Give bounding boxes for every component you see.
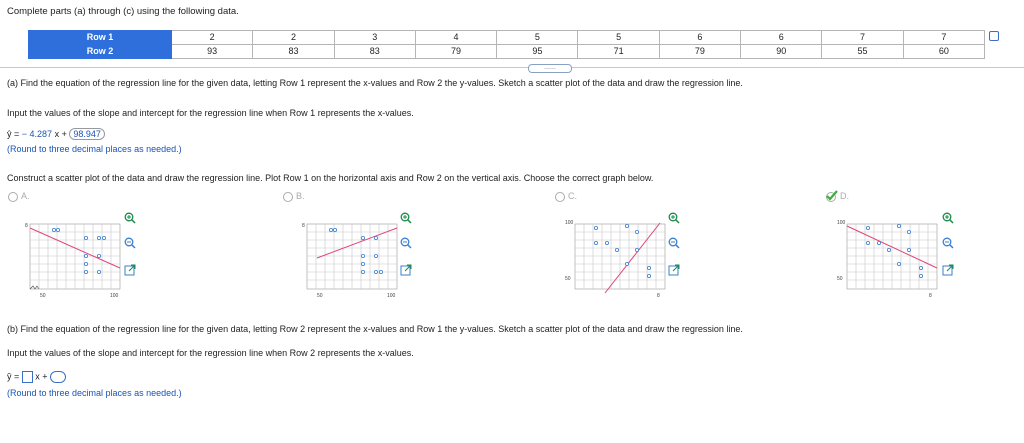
table-row-2 <box>29 45 985 59</box>
y-max-label: 8 <box>302 223 305 229</box>
data-point <box>361 254 364 257</box>
option-b-radio[interactable] <box>283 192 293 202</box>
data-point <box>379 270 382 273</box>
y-max-label: 8 <box>25 223 28 229</box>
yhat-label: ŷ = <box>7 129 20 139</box>
divider <box>0 67 1024 68</box>
graph-b <box>297 218 402 300</box>
graph-a <box>20 218 125 300</box>
table-cell: 5 <box>578 31 659 45</box>
zoom-out-icon[interactable] <box>668 237 680 249</box>
part-a-round-note: (Round to three decimal places as needed.) <box>7 144 182 154</box>
table-cell: 5 <box>497 31 578 45</box>
x-max-label: 100 <box>110 293 119 299</box>
data-point <box>84 254 87 257</box>
data-point <box>625 262 628 265</box>
table-cell: 90 <box>741 45 822 59</box>
intercept-input[interactable] <box>50 371 66 383</box>
data-point <box>84 236 87 239</box>
table-cell: 95 <box>497 45 578 59</box>
data-point <box>635 230 638 233</box>
part-b-input-prompt: Input the values of the slope and intercept for the regression line when Row 2 represents the x-values. <box>7 348 414 358</box>
table-cell: 2 <box>253 31 334 45</box>
data-point <box>625 224 628 227</box>
table-cell: 55 <box>822 45 903 59</box>
data-point <box>615 248 618 251</box>
x-min-label: 50 <box>317 293 323 299</box>
data-point <box>594 226 597 229</box>
data-point <box>361 262 364 265</box>
data-point <box>594 241 597 244</box>
data-point <box>907 248 910 251</box>
data-point <box>333 228 336 231</box>
data-point <box>866 241 869 244</box>
part-b-round-note: (Round to three decimal places as needed.) <box>7 388 182 398</box>
option-b-label: B. <box>296 191 305 201</box>
data-point <box>647 266 650 269</box>
data-point <box>897 224 900 227</box>
open-new-window-icon[interactable] <box>668 264 680 276</box>
zoom-out-icon[interactable] <box>124 237 136 249</box>
table-cell: 79 <box>659 45 740 59</box>
data-point <box>56 228 59 231</box>
table-cell: 4 <box>415 31 496 45</box>
x-plus-label: x + <box>35 371 48 382</box>
graph-d <box>837 218 942 300</box>
table-cell: 79 <box>415 45 496 59</box>
row2-header: Row 2 <box>29 45 172 59</box>
part-a-equation <box>7 128 105 140</box>
option-a-label: A. <box>21 191 30 201</box>
data-point <box>97 270 100 273</box>
yhat-label: ŷ = <box>7 371 20 382</box>
data-point <box>919 266 922 269</box>
expand-button[interactable]: ...... <box>528 64 572 73</box>
x-max-label: 100 <box>387 293 396 299</box>
data-point <box>374 270 377 273</box>
table-cell: 83 <box>253 45 334 59</box>
y-min-label: 50 <box>837 276 843 282</box>
data-point <box>102 236 105 239</box>
data-point <box>635 248 638 251</box>
data-point <box>97 236 100 239</box>
table-cell: 6 <box>659 31 740 45</box>
data-table <box>28 30 985 59</box>
intercept-answer[interactable]: 98.947 <box>69 128 105 140</box>
data-point <box>897 262 900 265</box>
table-cell: 2 <box>172 31 253 45</box>
data-point <box>84 262 87 265</box>
table-cell: 7 <box>903 31 984 45</box>
x-min-label: 50 <box>40 293 46 299</box>
part-b-instruction: (b) Find the equation of the regression line for the given data, letting Row 2 represent the x-values and Row 1 the y-values. Sketch a scatter plot of the data and draw the regression line. <box>7 324 743 334</box>
table-cell: 93 <box>172 45 253 59</box>
row1-header: Row 1 <box>29 31 172 45</box>
data-point <box>374 254 377 257</box>
option-d-label: D. <box>840 191 849 201</box>
graph-grid <box>847 224 937 289</box>
part-a-input-prompt: Input the values of the slope and intercept for the regression line when Row 1 represents the x-values. <box>7 108 414 118</box>
zoom-out-icon[interactable] <box>400 237 412 249</box>
table-cell: 83 <box>334 45 415 59</box>
y-max-label: 100 <box>565 220 574 226</box>
data-point <box>866 226 869 229</box>
data-point <box>919 274 922 277</box>
data-point <box>97 254 100 257</box>
zoom-in-icon[interactable] <box>942 212 954 224</box>
data-point <box>361 236 364 239</box>
data-point <box>52 228 55 231</box>
table-copy-icon[interactable] <box>989 31 999 41</box>
x-max-label: 8 <box>929 293 932 299</box>
open-new-window-icon[interactable] <box>124 264 136 276</box>
open-new-window-icon[interactable] <box>942 264 954 276</box>
table-cell: 7 <box>822 31 903 45</box>
zoom-in-icon[interactable] <box>668 212 680 224</box>
scatter-prompt: Construct a scatter plot of the data and draw the regression line. Plot Row 1 on the horizontal axis and Row 2 on the vertical axis. Choose the correct graph below. <box>7 173 654 183</box>
question-title: Complete parts (a) through (c) using the following data. <box>7 6 239 17</box>
data-point <box>877 241 880 244</box>
table-cell: 6 <box>741 31 822 45</box>
table-cell: 71 <box>578 45 659 59</box>
table-row-1 <box>29 31 985 45</box>
data-point <box>647 274 650 277</box>
table-cell: 60 <box>903 45 984 59</box>
open-new-window-icon[interactable] <box>400 264 412 276</box>
option-a-radio[interactable] <box>8 192 18 202</box>
data-point <box>361 270 364 273</box>
graph-c <box>565 218 670 300</box>
data-point <box>84 270 87 273</box>
data-point <box>907 230 910 233</box>
part-b-equation <box>7 371 66 383</box>
option-c-radio[interactable] <box>555 192 565 202</box>
data-point <box>374 236 377 239</box>
y-min-label: 50 <box>565 276 571 282</box>
x-max-label: 8 <box>657 293 660 299</box>
data-point <box>605 241 608 244</box>
y-max-label: 100 <box>837 220 846 226</box>
option-c-label: C. <box>568 191 577 201</box>
zoom-in-icon[interactable] <box>124 212 136 224</box>
slope-input[interactable] <box>22 371 33 383</box>
option-d-check-icon[interactable] <box>825 190 839 202</box>
part-a-instruction: (a) Find the equation of the regression line for the given data, letting Row 1 represent the x-values and Row 2 the y-values. Sketch a scatter plot of the data and draw the regression line. <box>7 78 743 88</box>
slope-answer[interactable]: − 4.287 <box>21 129 53 139</box>
table-cell: 3 <box>334 31 415 45</box>
zoom-out-icon[interactable] <box>942 237 954 249</box>
zoom-in-icon[interactable] <box>400 212 412 224</box>
data-point <box>887 248 890 251</box>
data-point <box>329 228 332 231</box>
x-plus-label: x + <box>54 129 67 139</box>
